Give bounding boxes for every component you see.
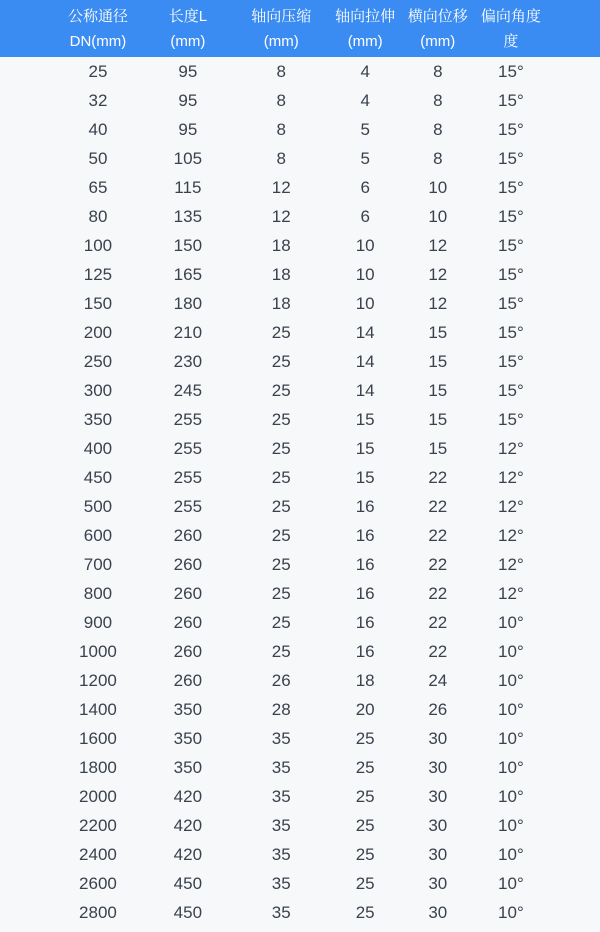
table-cell: 150 [173, 236, 203, 255]
table-cell: 15° [498, 178, 524, 197]
table-cell: 25 [271, 584, 291, 603]
table-cell: 25 [355, 816, 375, 835]
table-cell: 180 [173, 294, 203, 313]
table-cell: 25 [271, 613, 291, 632]
table-cell: 10° [498, 787, 524, 806]
column-header [143, 4, 233, 54]
table-row [0, 753, 600, 782]
table-cell: 22 [428, 584, 448, 603]
table-row [0, 608, 600, 637]
table-cell: 15° [498, 149, 524, 168]
table-cell: 4 [360, 62, 370, 81]
table-cell: 18 [271, 294, 291, 313]
table-cell: 420 [173, 787, 203, 806]
table-cell: 95 [178, 62, 198, 81]
table-cell: 30 [428, 845, 448, 864]
table-cell: 10 [355, 236, 375, 255]
table-cell: 15° [498, 410, 524, 429]
table-cell: 15° [498, 207, 524, 226]
table-cell: 25 [271, 323, 291, 342]
column-header-line2: (mm) [420, 32, 456, 50]
table-cell: 350 [173, 700, 203, 719]
table-cell: 25 [271, 497, 291, 516]
table-cell: 16 [355, 555, 375, 574]
table-cell: 15 [355, 410, 375, 429]
table-cell: 8 [276, 120, 286, 139]
table-cell: 260 [173, 613, 203, 632]
table-row [0, 550, 600, 579]
table-row [0, 492, 600, 521]
table-row [0, 173, 600, 202]
table-cell: 26 [271, 671, 291, 690]
table-cell: 22 [428, 497, 448, 516]
table-cell: 6 [360, 207, 370, 226]
table-cell: 260 [173, 584, 203, 603]
table-cell: 8 [433, 120, 443, 139]
table-cell: 8 [433, 91, 443, 110]
table-row [0, 231, 600, 260]
table-cell: 25 [355, 729, 375, 748]
table-cell: 800 [83, 584, 113, 603]
table-cell: 16 [355, 584, 375, 603]
column-header [233, 4, 330, 54]
table-cell: 700 [83, 555, 113, 574]
table-cell: 400 [83, 439, 113, 458]
table-cell: 8 [276, 62, 286, 81]
table-cell: 28 [271, 700, 291, 719]
table-row [0, 898, 600, 927]
table-cell: 14 [355, 323, 375, 342]
table-cell: 25 [271, 352, 291, 371]
table-cell: 10° [498, 642, 524, 661]
table-row [0, 347, 600, 376]
table-cell: 150 [83, 294, 113, 313]
table-cell: 25 [271, 410, 291, 429]
table-body [0, 57, 600, 927]
table-cell: 255 [173, 410, 203, 429]
table-cell: 100 [83, 236, 113, 255]
table-row [0, 144, 600, 173]
table-cell: 2000 [79, 787, 117, 806]
table-cell: 12 [428, 265, 448, 284]
table-cell: 8 [433, 62, 443, 81]
table-cell: 22 [428, 642, 448, 661]
table-cell: 35 [271, 787, 291, 806]
table-cell: 260 [173, 555, 203, 574]
table-cell: 15° [498, 381, 524, 400]
table-cell: 210 [173, 323, 203, 342]
table-cell: 12° [498, 555, 524, 574]
table-row [0, 724, 600, 753]
table-row [0, 521, 600, 550]
column-header-line2: (mm) [263, 32, 299, 50]
table-cell: 25 [271, 381, 291, 400]
table-row [0, 318, 600, 347]
table-cell: 600 [83, 526, 113, 545]
column-header [401, 4, 475, 54]
table-cell: 18 [271, 236, 291, 255]
table-cell: 16 [355, 613, 375, 632]
table-cell: 8 [276, 91, 286, 110]
table-cell: 14 [355, 381, 375, 400]
table-cell: 15 [355, 439, 375, 458]
table-cell: 420 [173, 845, 203, 864]
table-cell: 16 [355, 526, 375, 545]
table-cell: 12 [428, 294, 448, 313]
table-cell: 25 [355, 903, 375, 922]
table-cell: 12° [498, 497, 524, 516]
table-cell: 30 [428, 729, 448, 748]
column-header [330, 4, 401, 54]
table-cell: 10° [498, 613, 524, 632]
column-header-line1: 轴向拉伸 [335, 7, 396, 25]
table-cell: 30 [428, 787, 448, 806]
table-cell: 22 [428, 555, 448, 574]
table-cell: 15° [498, 236, 524, 255]
table-cell: 2600 [79, 874, 117, 893]
table-cell: 50 [88, 149, 108, 168]
table-cell: 10° [498, 874, 524, 893]
table-cell: 350 [83, 410, 113, 429]
table-cell: 10° [498, 671, 524, 690]
table-cell: 200 [83, 323, 113, 342]
table-row [0, 666, 600, 695]
table-cell: 16 [355, 642, 375, 661]
table-cell: 2400 [79, 845, 117, 864]
table-cell: 10 [428, 207, 448, 226]
table-cell: 15 [428, 381, 448, 400]
table-cell: 350 [173, 729, 203, 748]
table-cell: 1600 [79, 729, 117, 748]
table-cell: 5 [360, 149, 370, 168]
column-header-line2: (mm) [170, 32, 206, 50]
column-header [53, 4, 143, 54]
table-cell: 20 [355, 700, 375, 719]
table-cell: 25 [271, 555, 291, 574]
table-cell: 30 [428, 903, 448, 922]
table-cell: 80 [88, 207, 108, 226]
table-row [0, 260, 600, 289]
table-cell: 35 [271, 903, 291, 922]
table-cell: 25 [355, 874, 375, 893]
table-cell: 10° [498, 758, 524, 777]
column-header [475, 4, 547, 54]
table-row [0, 202, 600, 231]
table-cell: 260 [173, 671, 203, 690]
table-cell: 12° [498, 439, 524, 458]
table-cell: 8 [433, 149, 443, 168]
column-header-line2: DN(mm) [69, 32, 127, 50]
table-cell: 22 [428, 526, 448, 545]
table-cell: 900 [83, 613, 113, 632]
table-cell: 16 [355, 497, 375, 516]
table-row [0, 637, 600, 666]
table-cell: 22 [428, 468, 448, 487]
table-row [0, 434, 600, 463]
table-row [0, 782, 600, 811]
table-cell: 25 [271, 642, 291, 661]
table-cell: 65 [88, 178, 108, 197]
table-cell: 165 [173, 265, 203, 284]
table-cell: 15 [355, 468, 375, 487]
table-cell: 10° [498, 845, 524, 864]
table-cell: 15° [498, 91, 524, 110]
table-cell: 260 [173, 642, 203, 661]
table-cell: 25 [355, 758, 375, 777]
table-cell: 300 [83, 381, 113, 400]
table-cell: 35 [271, 729, 291, 748]
table-cell: 15° [498, 265, 524, 284]
table-row [0, 463, 600, 492]
table-cell: 40 [88, 120, 108, 139]
table-cell: 12 [271, 178, 291, 197]
column-header-line1: 长度L [168, 7, 208, 25]
table-cell: 1200 [79, 671, 117, 690]
table-cell: 230 [173, 352, 203, 371]
column-header-line1: 轴向压缩 [251, 7, 312, 25]
table-cell: 95 [178, 120, 198, 139]
table-cell: 15 [428, 410, 448, 429]
table-cell: 15 [428, 352, 448, 371]
table-row [0, 57, 600, 86]
table-cell: 255 [173, 439, 203, 458]
column-header-line1: 横向位移 [407, 7, 468, 25]
table-cell: 32 [88, 91, 108, 110]
table-row [0, 86, 600, 115]
table-row [0, 695, 600, 724]
table-cell: 450 [173, 903, 203, 922]
table-row [0, 579, 600, 608]
table-cell: 450 [83, 468, 113, 487]
column-header-line1: 偏向角度 [480, 7, 541, 25]
table-cell: 105 [173, 149, 203, 168]
table-cell: 15° [498, 294, 524, 313]
table-cell: 115 [174, 178, 202, 197]
table-cell: 255 [173, 468, 203, 487]
table-cell: 10 [355, 265, 375, 284]
table-row [0, 405, 600, 434]
table-cell: 25 [271, 468, 291, 487]
table-cell: 1800 [79, 758, 117, 777]
table-cell: 260 [173, 526, 203, 545]
table-cell: 25 [355, 787, 375, 806]
table-cell: 10° [498, 903, 524, 922]
table-cell: 15 [428, 323, 448, 342]
table-cell: 25 [271, 526, 291, 545]
table-cell: 15 [428, 439, 448, 458]
table-cell: 2800 [79, 903, 117, 922]
table-cell: 25 [355, 845, 375, 864]
table-cell: 14 [355, 352, 375, 371]
table-cell: 10° [498, 816, 524, 835]
table-row [0, 811, 600, 840]
table-cell: 35 [271, 874, 291, 893]
table-cell: 12 [271, 207, 291, 226]
table-cell: 95 [178, 91, 198, 110]
table-row [0, 840, 600, 869]
table-cell: 12° [498, 526, 524, 545]
table-cell: 10° [498, 700, 524, 719]
table-cell: 35 [271, 758, 291, 777]
table-cell: 5 [360, 120, 370, 139]
table-cell: 35 [271, 816, 291, 835]
table-cell: 12° [498, 584, 524, 603]
table-cell: 18 [271, 265, 291, 284]
table-cell: 15° [498, 352, 524, 371]
table-row [0, 289, 600, 318]
table-cell: 24 [428, 671, 448, 690]
table-cell: 245 [173, 381, 203, 400]
table-row [0, 115, 600, 144]
table-cell: 2200 [79, 816, 117, 835]
table-row [0, 376, 600, 405]
table-cell: 35 [271, 845, 291, 864]
column-header-line2: 度 [503, 32, 519, 50]
table-cell: 125 [83, 265, 113, 284]
table-cell: 18 [355, 671, 375, 690]
table-row [0, 869, 600, 898]
table-cell: 450 [173, 874, 203, 893]
table-cell: 8 [276, 149, 286, 168]
table-cell: 10° [498, 729, 524, 748]
table-cell: 1000 [79, 642, 117, 661]
table-cell: 30 [428, 816, 448, 835]
table-cell: 12 [428, 236, 448, 255]
table-cell: 10 [428, 178, 448, 197]
table-cell: 1400 [79, 700, 117, 719]
table-cell: 15° [498, 62, 524, 81]
table-cell: 135 [173, 207, 203, 226]
table-cell: 350 [173, 758, 203, 777]
table-cell: 10 [355, 294, 375, 313]
column-header-line1: 公称通径 [67, 7, 128, 25]
table-cell: 255 [173, 497, 203, 516]
table-cell: 25 [88, 62, 108, 81]
table-cell: 30 [428, 758, 448, 777]
table-cell: 420 [173, 816, 203, 835]
table-cell: 25 [271, 439, 291, 458]
table-cell: 30 [428, 874, 448, 893]
table-cell: 250 [83, 352, 113, 371]
table-cell: 15° [498, 323, 524, 342]
table-cell: 6 [360, 178, 370, 197]
table-cell: 15° [498, 120, 524, 139]
table-cell: 4 [360, 91, 370, 110]
table-cell: 26 [428, 700, 448, 719]
table-cell: 22 [428, 613, 448, 632]
table-header-row [0, 0, 600, 57]
table-cell: 500 [83, 497, 113, 516]
column-header-line2: (mm) [347, 32, 383, 50]
table-cell: 12° [498, 468, 524, 487]
